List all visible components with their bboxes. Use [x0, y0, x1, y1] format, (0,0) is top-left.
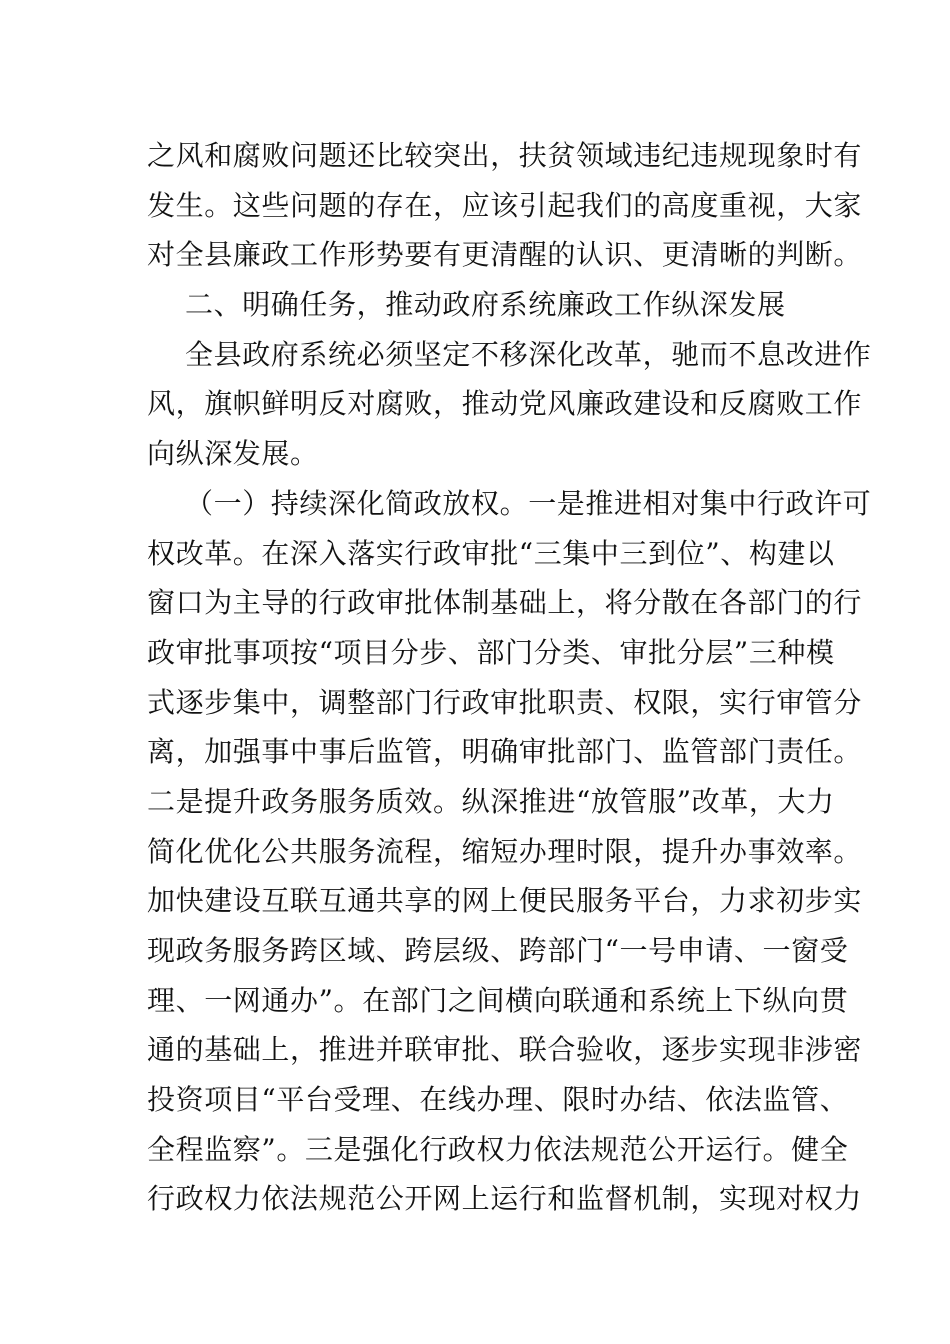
- text-line-10: 窗口为主导的行政审批体制基础上，将分散在各部门的行: [147, 586, 863, 620]
- text-line-12: 式逐步集中，调整部门行政审批职责、权限，实行审管分: [147, 685, 863, 719]
- text-line-22: 行政权力依法规范公开网上运行和监督机制，实现对权力: [147, 1182, 863, 1216]
- text-line-2: 发生。这些问题的存在，应该引起我们的高度重视，大家: [147, 188, 863, 222]
- text-line-16: 加快建设互联互通共享的网上便民服务平台，力求初步实: [147, 884, 863, 918]
- text-line-11: 政审批事项按“项目分步、部门分类、审批分层”三种模: [147, 635, 835, 669]
- text-line-14: 二是提升政务服务质效。纵深推进“放管服”改革，大力: [147, 784, 835, 818]
- text-line-18: 理、一网通办”。在部门之间横向联通和系统上下纵向贯: [147, 983, 849, 1017]
- text-line-15: 简化优化公共服务流程，缩短办理时限，提升办事效率。: [147, 834, 863, 868]
- text-line-17: 现政务服务跨区域、跨层级、跨部门“一号申请、一窗受: [147, 934, 849, 967]
- text-line-6: 风，旗帜鲜明反对腐败，推动党风廉政建设和反腐败工作: [147, 387, 863, 421]
- text-line-13: 离，加强事中事后监管，明确审批部门、监管部门责任。: [147, 735, 863, 769]
- subsection-paragraph-start: （一）持续深化简政放权。一是推进相对集中行政许可: [147, 486, 872, 520]
- text-line-5: 全县政府系统必须坚定不移深化改革，驰而不息改进作: [147, 337, 872, 371]
- section-heading: 二、明确任务，推动政府系统廉政工作纵深发展: [147, 288, 786, 322]
- text-line-21: 全程监察”。三是强化行政权力依法规范公开运行。健全: [147, 1132, 849, 1166]
- text-line-9: 权改革。在深入落实行政审批“三集中三到位”、构建以: [147, 536, 835, 570]
- text-line-1: 之风和腐败问题还比较突出，扶贫领域违纪违规现象时有: [147, 139, 863, 172]
- text-line-3: 对全县廉政工作形势要有更清醒的认识、更清晰的判断。: [147, 238, 863, 272]
- text-line-20: 投资项目“平台受理、在线办理、限时办结、依法监管、: [147, 1083, 849, 1117]
- text-line-7: 向纵深发展。: [147, 437, 319, 471]
- document-body-text: [147, 131, 872, 1224]
- text-line-19: 通的基础上，推进并联审批、联合验收，逐步实现非涉密: [147, 1033, 863, 1067]
